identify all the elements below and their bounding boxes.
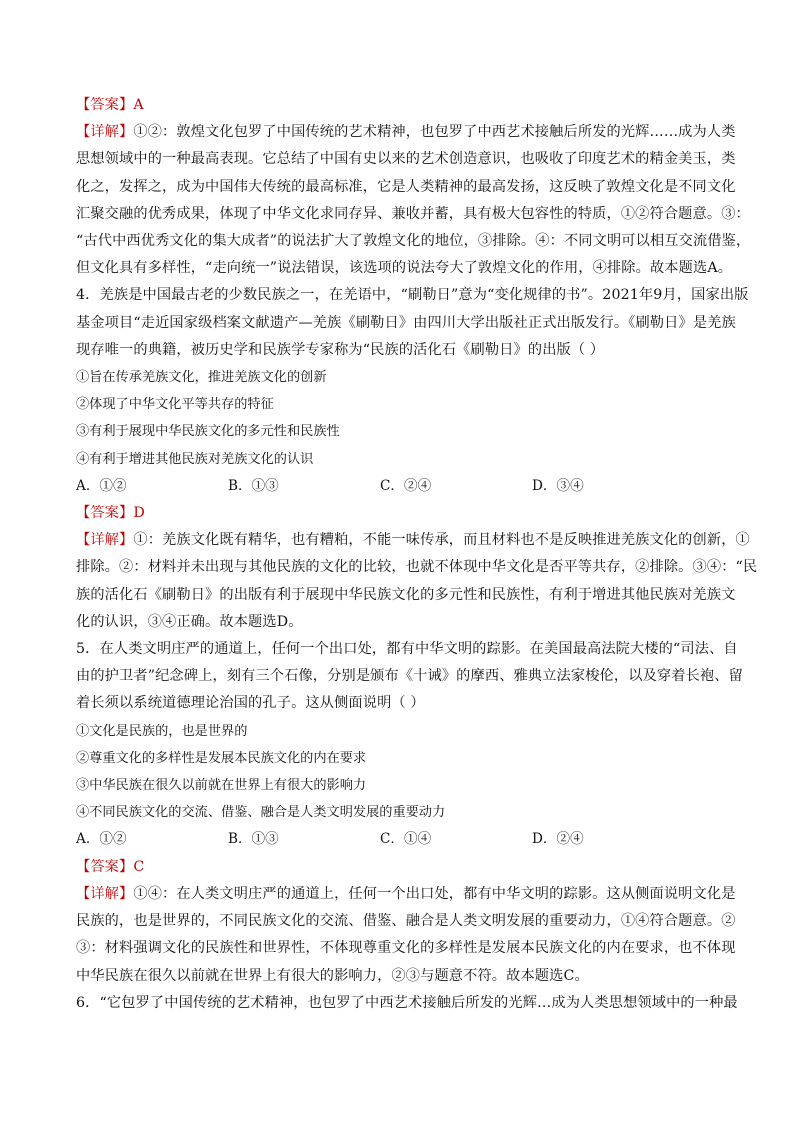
worksheet-page: [76, 92, 758, 1017]
detail-tag: 【详解】: [76, 532, 134, 549]
answer-tag: 【答案】: [76, 97, 134, 113]
q4-answer: [76, 500, 722, 527]
detail-tag: 【详解】: [76, 885, 134, 902]
choices-row: [76, 826, 722, 853]
choice-b: B．①③: [228, 477, 279, 494]
question-5: [76, 636, 743, 990]
answer-tag: 【答案】: [76, 858, 134, 875]
statement-item: ②尊重文化的多样性是发展本民族文化的内在要求: [76, 750, 367, 766]
detail-line: ①②：敦煌文化包罗了中国传统的艺术精神，也包罗了中西艺术接触后所发的光辉……成为人类: [133, 124, 736, 141]
question-stem: 现存唯一的典籍，被历史学和民族学专家称为“民族的活化石《刷勒日》的出版（ ）: [76, 341, 605, 358]
detail-line: 化的认识，③④正确。故本题选D。: [76, 613, 303, 630]
q5-answer: [76, 854, 722, 881]
detail-line: 中华民族在很久以前就在世界上有很大的影响力，②③与题意不符。故本题选C。: [76, 967, 589, 984]
choice-b: B．①③: [228, 831, 279, 848]
question-stem: 4．羌族是中国最古老的少数民族之一，在羌语中，“刷勒日”意为“变化规律的书”。2021年9月，国家出版: [76, 287, 749, 304]
answer-tag: 【答案】: [76, 505, 134, 522]
choice-c: C．①④: [380, 831, 432, 848]
statement-item: ④不同民族文化的交流、借鉴、融合是人类文明发展的重要动力: [76, 805, 446, 821]
detail-line: ①：羌族文化既有精华，也有糟粕，不能一味传承，而且材料也不是反映推进羌族文化的创新，①: [133, 532, 750, 549]
detail-line: 但文化具有多样性，“走向统一”说法错误，该选项的说法夸大了敦煌文化的作用，④排除。故本题选A。: [76, 260, 733, 277]
detail-tag: 【详解】: [76, 124, 134, 141]
statement-item: ①文化是民族的，也是世界的: [76, 723, 248, 739]
detail-line: ①④：在人类文明庄严的通道上，任何一个出口处，都有中华文明的踪影。这从侧面说明文化是: [133, 885, 736, 902]
choice-c: C．②④: [380, 477, 432, 494]
statement-item: ③有利于展现中华民族文化的多元性和民族性: [76, 424, 340, 440]
detail-line: “古代中西优秀文化的集大成者”的说法扩大了敦煌文化的地位，③排除。④：不同文明可以相互交流借鉴，: [76, 233, 751, 250]
statement-item: ②体现了中华文化平等共存的特征: [76, 397, 274, 413]
detail-line: 排除。②：材料并未出现与其他民族的文化的比较，也就不体现中华文化是否平等共存，②排除。③④：“民: [76, 559, 758, 576]
answer-value: D: [133, 505, 145, 522]
detail-line: 思想领域中的一种最高表现。它总结了中国有史以来的艺术创造意识，也吸收了印度艺术的精金美玉，类: [76, 151, 736, 168]
choice-a: A．①②: [76, 831, 127, 848]
choice-a: A．①②: [76, 477, 127, 494]
detail-line: 民族的，也是世界的，不同民族文化的交流、借鉴、融合是人类文明发展的重要动力，①④符合题意。②: [76, 913, 736, 930]
answer-value: C: [133, 858, 145, 875]
q3-detail: [76, 119, 751, 282]
choices-row: [76, 473, 722, 500]
statement-item: ③中华民族在很久以前就在世界上有很大的影响力: [76, 778, 367, 794]
question-6-stem: 6．“它包罗了中国传统的艺术精神，也包罗了中西艺术接触后所发的光辉…成为人类思想领域中的一种最: [76, 994, 738, 1011]
answer-value: A: [133, 97, 144, 113]
choice-d: D．③④: [532, 477, 584, 494]
q3-answer: [76, 92, 722, 119]
question-stem: 着长须以系统道德理论治国的孔子。这从侧面说明（ ）: [76, 695, 425, 712]
detail-line: 汇聚交融的优秀成果，体现了中华文化求同存异、兼收并蓄，具有极大包容性的特质，①②符合题意。③：: [76, 205, 750, 222]
question-stem: 由的护卫者”纪念碑上，刻有三个石像，分别是颁布《十诫》的摩西、雅典立法家梭伦，以及穿着长袍、留: [76, 668, 743, 685]
choice-d: D．②④: [532, 831, 584, 848]
statement-item: ①旨在传承羌族文化，推进羌族文化的创新: [76, 370, 327, 386]
question-4: [76, 282, 758, 636]
question-stem: 5．在人类文明庄严的通道上，任何一个出口处，都有中华文明的踪影。在美国最高法院大楼的“司法、自: [76, 641, 738, 658]
detail-line: 族的活化石《刷勒日》的出版有利于展现中华民族文化的多元性和民族性，有利于增进其他民族对羌族文: [76, 586, 736, 603]
question-stem: 基金项目“走近国家级档案文献遗产—羌族《刷勒日》由四川大学出版社正式出版发行。《刷勒日》是羌族: [76, 314, 736, 331]
detail-line: ③：材料强调文化的民族性和世界性，不体现尊重文化的多样性是发展本民族文化的内在要求，也不体现: [76, 940, 736, 957]
detail-line: 化之，发挥之，成为中国伟大传统的最高标准，它是人类精神的最高发扬，这反映了敦煌文化是不同文化: [76, 178, 736, 195]
statement-item: ④有利于增进其他民族对羌族文化的认识: [76, 451, 314, 467]
